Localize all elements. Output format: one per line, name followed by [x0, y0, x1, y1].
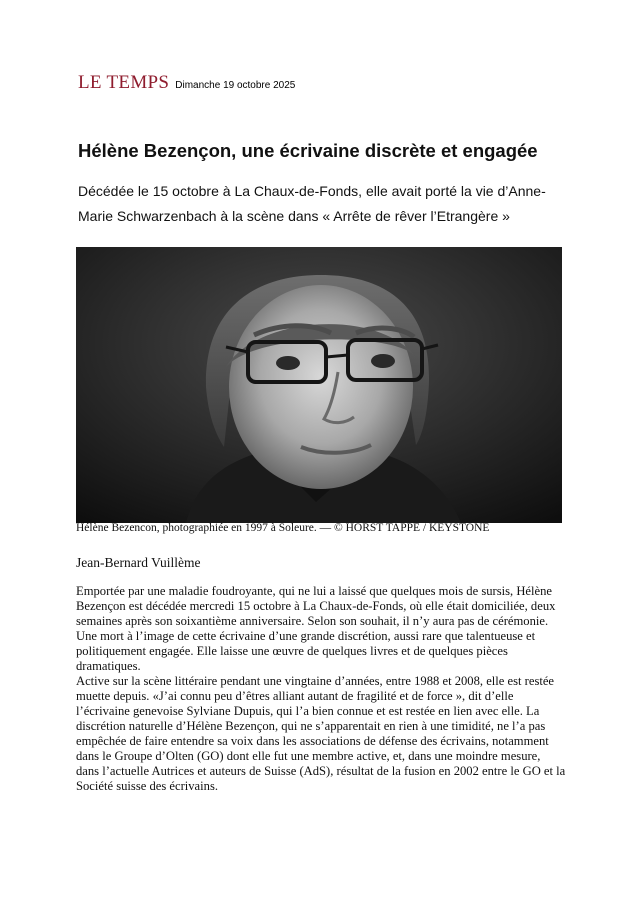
- newspaper-logo: LE TEMPS: [78, 72, 170, 93]
- article-body: [76, 584, 566, 794]
- article-subtitle: Décédée le 15 octobre à La Chaux-de-Fonds, elle avait porté la vie d’Anne-Marie Schwarzenbach à la scène dans « Arrête de rêver l’Etrangère »: [78, 183, 546, 224]
- portrait-illustration: [76, 247, 562, 523]
- portrait-photo: [76, 247, 562, 523]
- article-paragraph: Active sur la scène littéraire pendant une vingtaine d’années, entre 1988 et 2008, elle est restée muette depuis. «J’ai connu peu d’êtres alliant autant de fragilité et de force », dit d’elle l’écrivaine genevoise Sylviane Dupuis, qui l’a bien connue et est restée en lien avec elle. La discrétion naturelle d’Hélène Bezençon, qui ne s’apparentait en rien à une timidité, ne l’a pas empêchée de faire entendre sa voix dans les associations de défense des écrivains, notamment dans le Groupe d’Olten (GO) dont elle fut une membre active, et, dans une moindre mesure, dans l’actuelle Autrices et auteurs de Suisse (AdS), résultat de la fusion en 2002 entre le GO et la Société suisse des écrivains.: [76, 674, 566, 793]
- photo-caption: Hélène Bezencon, photographiée en 1997 à Soleure. — © HORST TAPPE / KEYSTONE: [76, 522, 490, 534]
- article-paragraph: Emportée par une maladie foudroyante, qui ne lui a laissé que quelques mois de sursis, Hélène Bezençon est décédée mercredi 15 octobre à La Chaux-de-Fonds, où elle était domiciliée, deux semaines après son soixantième anniversaire. Selon son souhait, il n’y aura pas de cérémonie. Une mort à l’image de cette écrivaine d’une grande discrétion, aussi rare que talentueuse et politiquement engagée. Elle laisse une œuvre de quelques livres et de quelques pièces dramatiques.: [76, 584, 556, 673]
- author-byline: Jean-Bernard Vuillème: [76, 555, 201, 570]
- article-title: Hélène Bezençon, une écrivaine discrète et engagée: [78, 140, 538, 161]
- publication-date: Dimanche 19 octobre 2025: [175, 80, 296, 91]
- masthead: [78, 72, 295, 94]
